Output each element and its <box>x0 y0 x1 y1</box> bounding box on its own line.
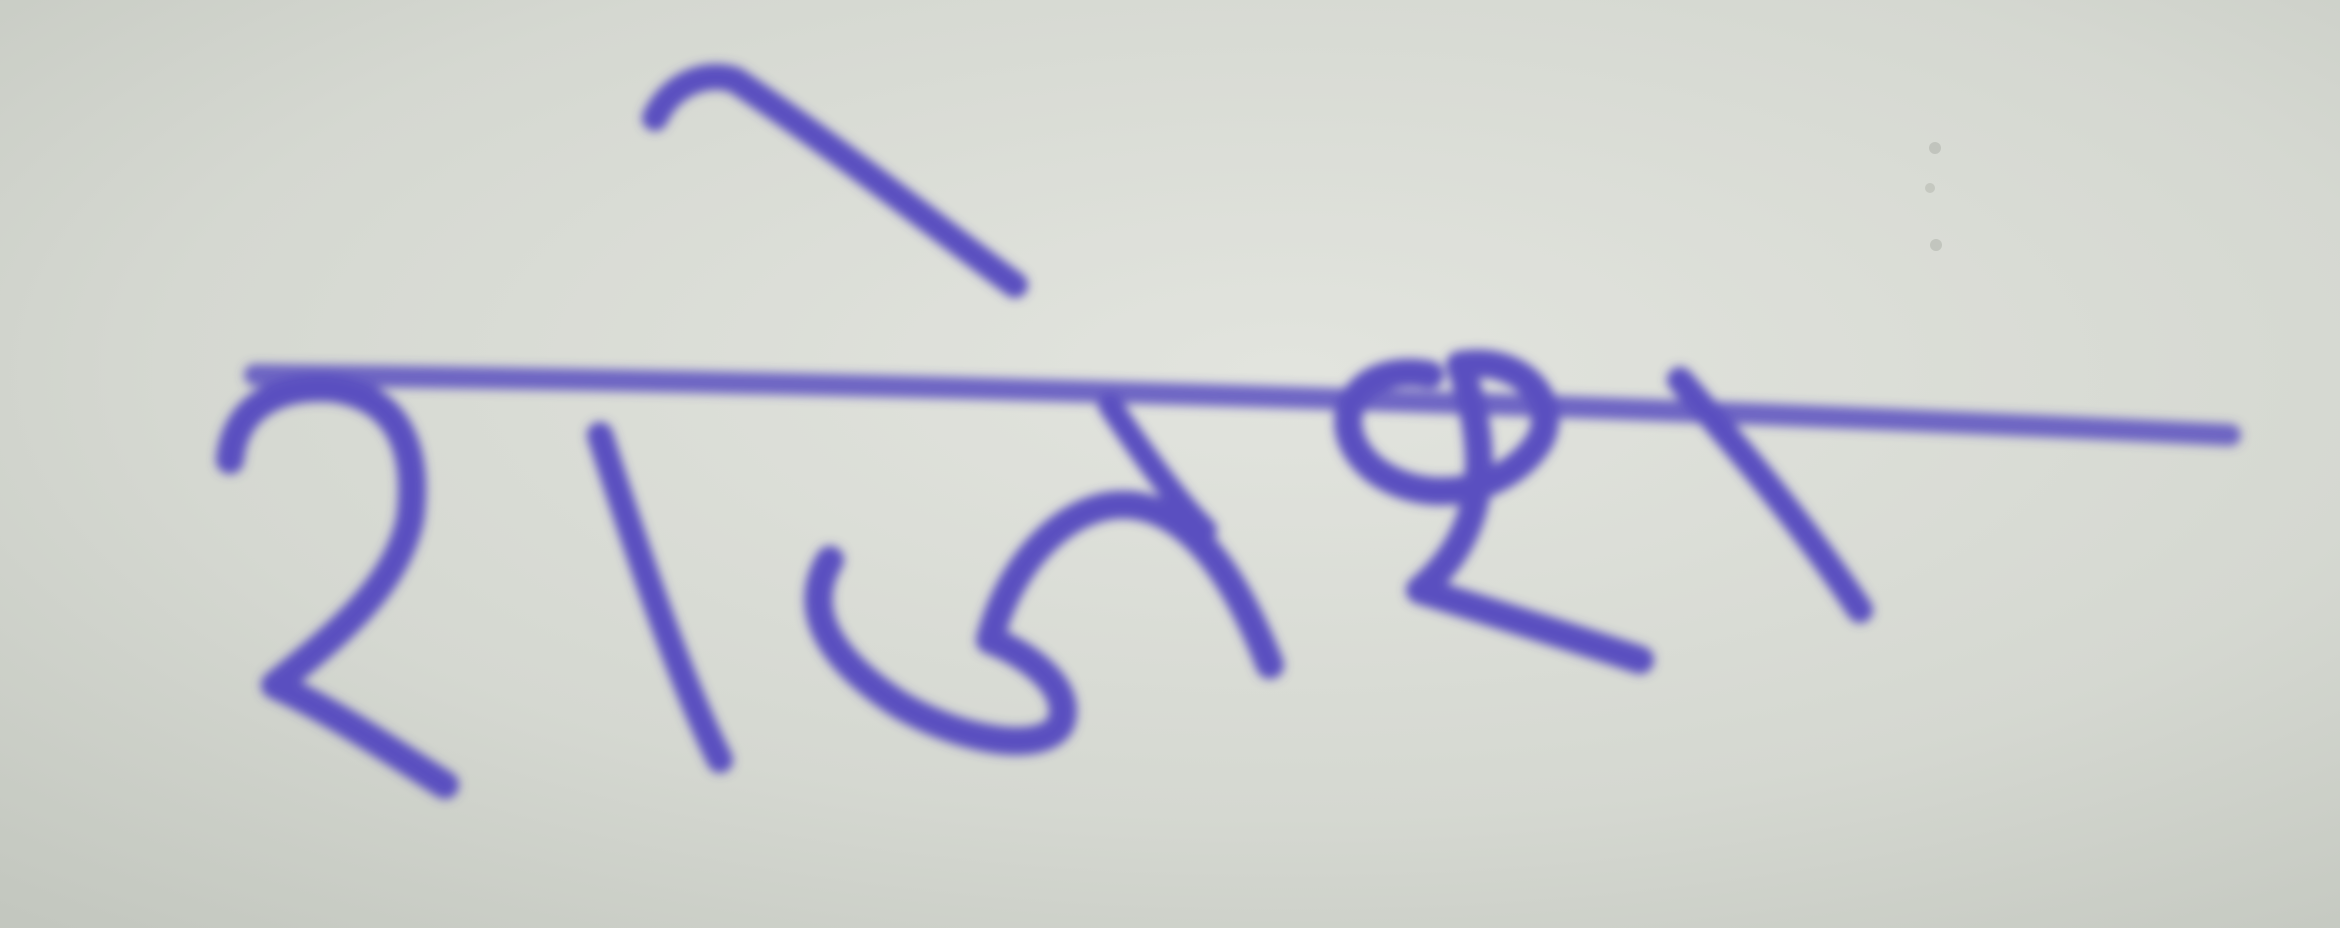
signature-letter-aa <box>600 435 720 760</box>
signature-letter-ra <box>230 388 445 785</box>
signature-matra-stroke <box>655 77 1015 285</box>
signature-headline-stroke <box>255 375 2230 435</box>
